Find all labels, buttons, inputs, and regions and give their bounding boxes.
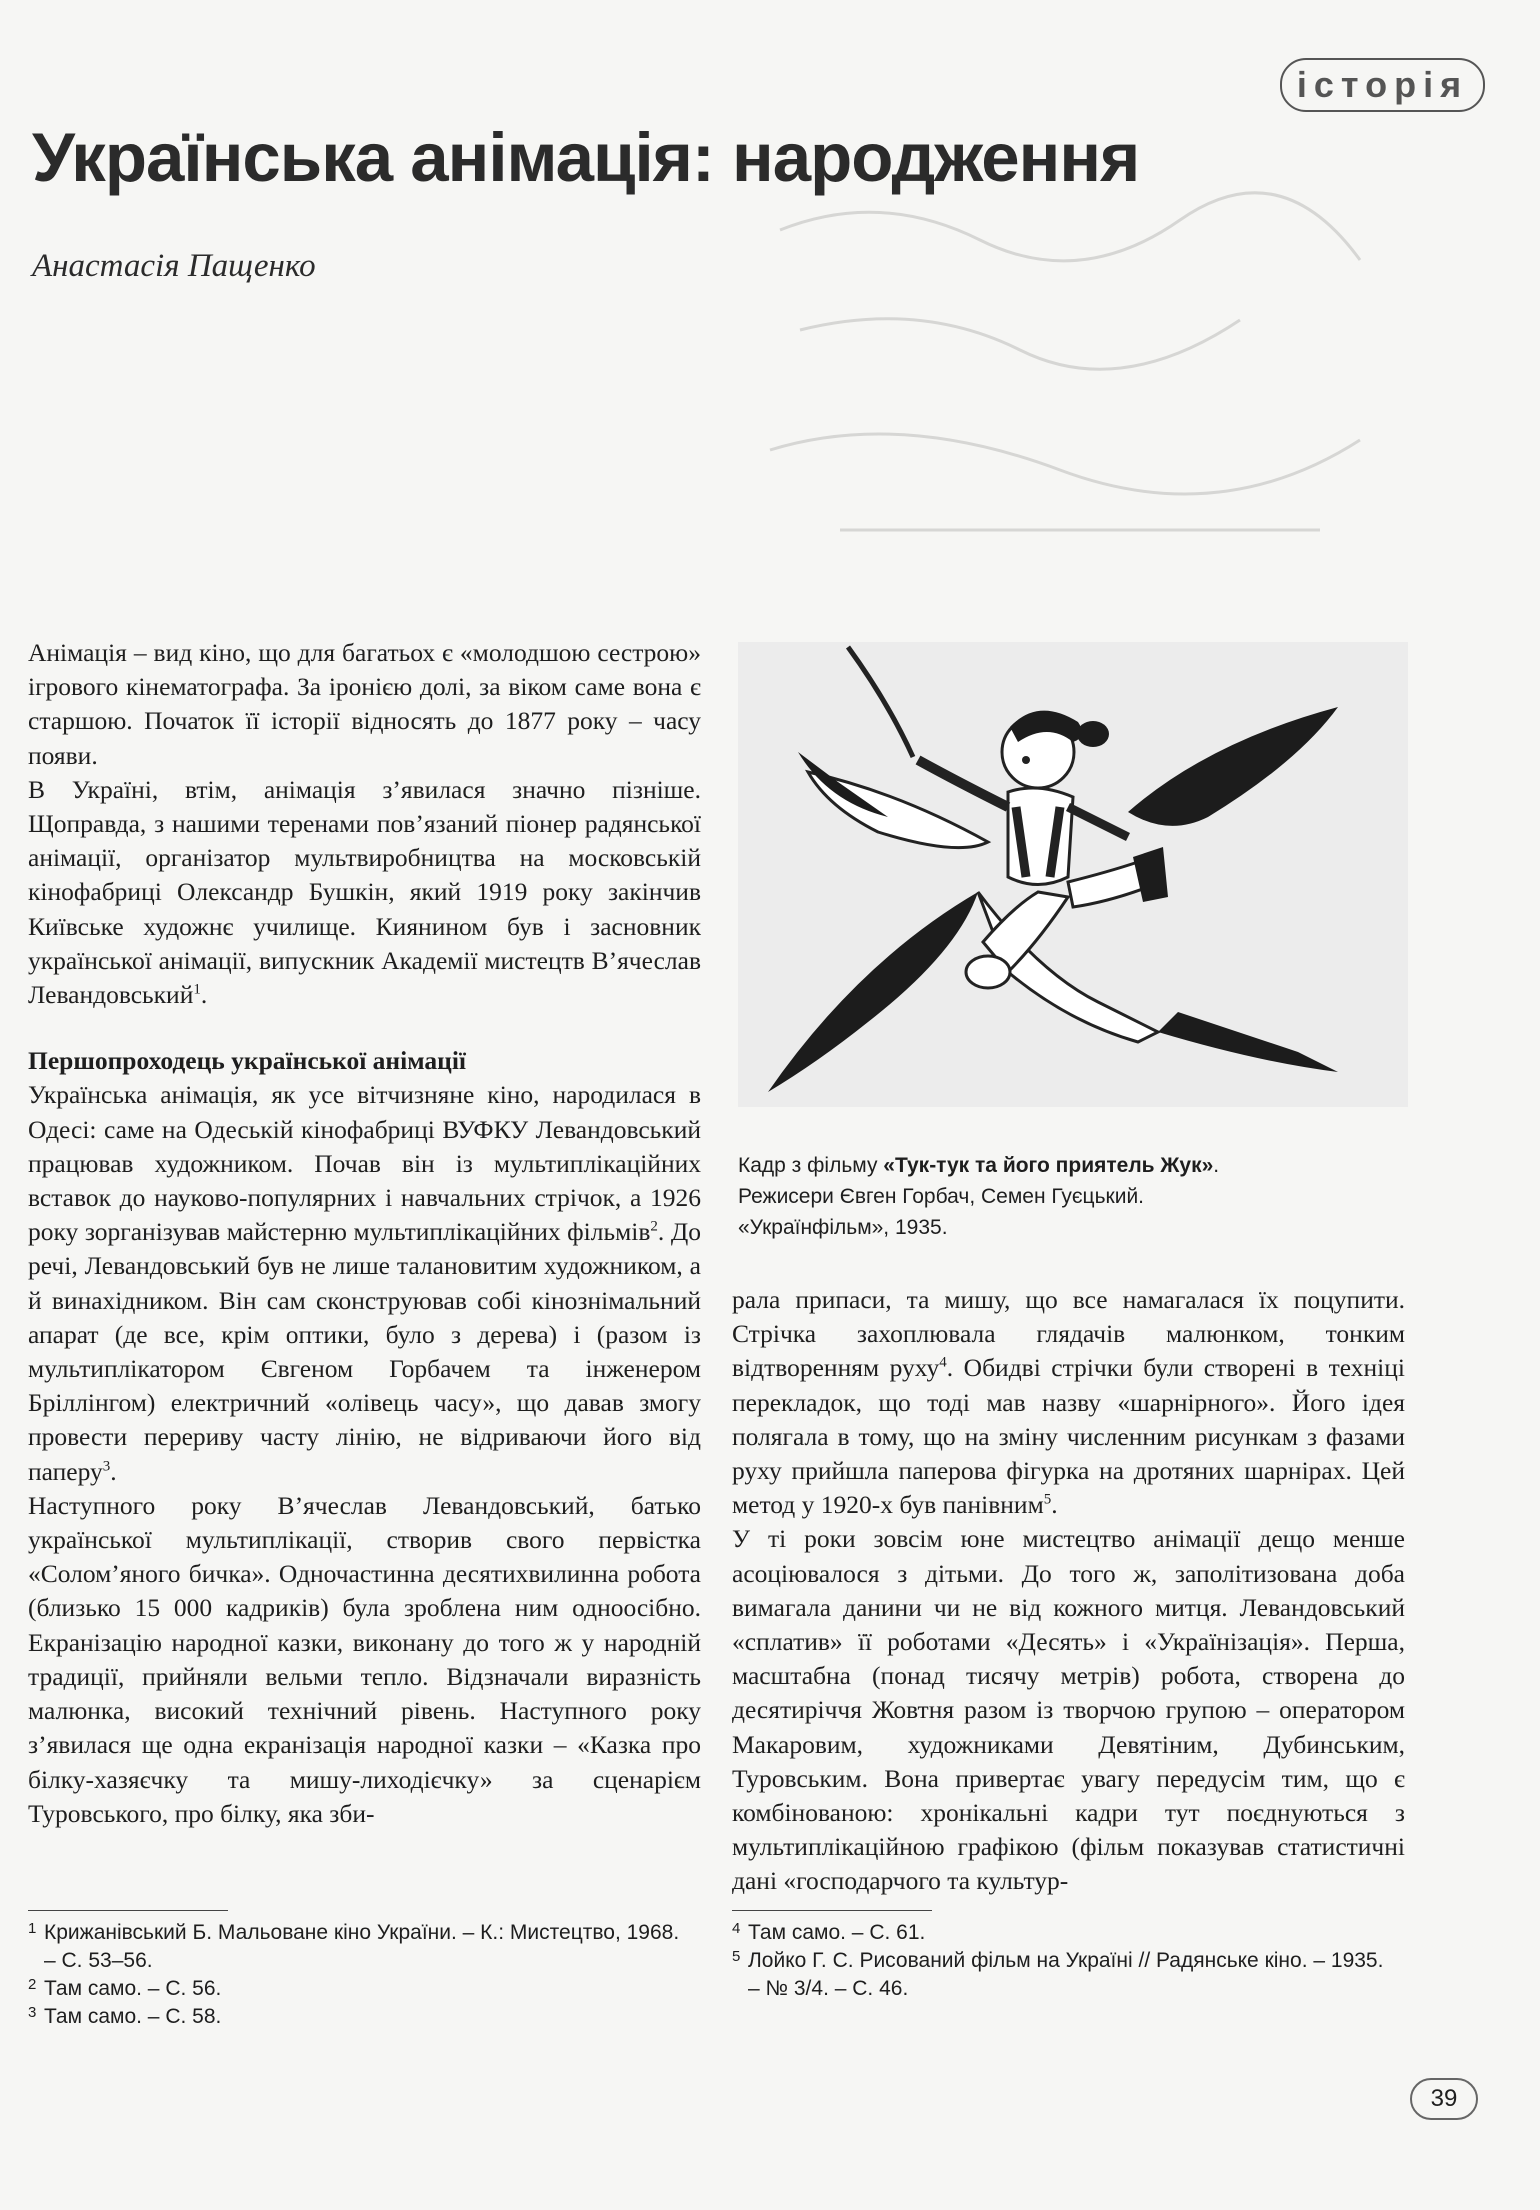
footnote-ref: 4	[939, 1354, 947, 1371]
right-column	[732, 1283, 1405, 1899]
section-label: історія	[1296, 64, 1469, 105]
boy-riding-birds-illustration	[738, 642, 1408, 1107]
caption-studio: «Українфільм», 1935.	[738, 1216, 948, 1239]
film-title: «Тук-тук та його приятель Жук»	[883, 1154, 1214, 1177]
footnote-rule	[28, 1910, 228, 1911]
left-column	[28, 636, 701, 1831]
show-through-texture	[760, 150, 1380, 560]
paragraph: Українська анімація, як усе вітчизняне кіно, народилася в Одесі: саме на Одеській кінофабриці ВУФКУ Левандовський працював художником. Почав він із мультиплікаційних вставок до науково-популярних і навчальних стрічок, а 1926 року зорганізував майстерню мультиплікаційних фільмів$^2$. До речі, Левандовський був не лише талановитим художником, а й винахідником. Він сам сконструював собі кінознімальний апарат (де все, крім оптики, було з дерева) і (разом із мультиплікатором Євгеном Горбачем та інженером Бріллінгом) електричний «олівець часу», що давав змогу провести перериву часту лінію, не відриваючи його від паперу$^3$.	[28, 1080, 701, 1486]
section-heading: Першопроходець української анімації	[28, 1046, 467, 1076]
paragraph: рала припаси, та мишу, що все намагалася їх поцупити. Стрічка захоплювала глядачів малюнком, тонким відтворенням руху$^4$. Обидві стрічки були створені в техніці перекладок, що тоді мав назву «шарнірного». Його ідея полягала в тому, що на зміну численним рисункам з фазами руху прийшла паперова фігурка на дротяних шарнірах. Цей метод у 1920-х був панівним$^5$.	[732, 1285, 1405, 1520]
footnote: 1 Крижанівський Б. Мальоване кіно України. – К.: Мистецтво, 1968. – С. 53–56.	[28, 1920, 680, 1972]
footnote-ref: 3	[102, 1458, 111, 1475]
footnote: 5 Лойко Г. С. Рисований фільм на Україні // Радянське кіно. – 1935. – № 3/4. – С. 46.	[732, 1948, 1384, 2000]
footnote: 4 Там само. – С. 61.	[732, 1920, 926, 1944]
caption-directors: Режисери Євген Горбач, Семен Гуєцький.	[738, 1185, 1145, 1208]
footnote-ref: 1	[193, 981, 201, 998]
page-number: 39	[1410, 2078, 1478, 2120]
footnote: 2 Там само. – С. 56.	[28, 1976, 222, 2000]
paragraph: Наступного року В’ячеслав Левандовський, батько української мультиплікації, створив свого первістка «Солом’яного бичка». Одночастинна десятихвилинна робота (близько 15 000 кадриків) була зроблена ним одноосібно. Екранізацію народної казки, виконану до того ж у народній традиції, прийняли вельми тепло. Відзначали виразність малюнка, високий технічний рівень. Наступного року з’явилася ще одна екранізація народної казки – «Казка про білку-хазяєчку та мишу-лиходієчку» за сценарієм Туровського, про білку, яка зби-	[28, 1490, 701, 1828]
section-tag	[1280, 58, 1485, 112]
article-author: Анастасія Пащенко	[32, 248, 316, 284]
footnote: 3 Там само. – С. 58.	[28, 2004, 222, 2028]
paragraph: В Україні, втім, анімація з’явилася значно пізніше. Щоправда, з нашими теренами пов’язаний піонер радянської анімації, організатор мультвиробництва на московській кінофабриці Олександр Бушкін, який 1919 року закінчив Київське художнє училище. Киянином був і засновник української анімації, випускник Академії мистецтв В’ячеслав Левандовський$^1$.	[28, 774, 701, 1010]
footnotes-right	[732, 1910, 1392, 2003]
footnote-rule	[732, 1910, 932, 1911]
article-title: Українська анімація: народження	[32, 119, 1140, 196]
figure-caption: Кадр з фільму «Тук-тук та його приятель Жук». Режисери Євген Горбач, Семен Гуєцький. «Українфільм», 1935.	[738, 1150, 1408, 1243]
footnote-ref: 2	[650, 1218, 658, 1235]
paragraph: У ті роки зовсім юне мистецтво анімації дещо менше асоціювалося з дітьми. До того ж, заполітизована доба вимагала данини чи не від кожного митця. Левандовський «сплатив» її роботами «Десять» і «Українізація». Перша, масштабна (понад тисячу метрів) робота, створена до десятиріччя Жовтня разом із творчою групою – оператором Макаровим, художниками Девятіним, Дубинським, Туровським. Вона привертає увагу передусім тим, що є комбінованою: хронікальні кадри тут поєднуються з мультиплікаційною графікою (фільм показував статистичні дані «господарчого та культур-	[732, 1524, 1405, 1896]
paragraph: Анімація – вид кіно, що для багатьох є «молодшою сестрою» ігрового кінематографа. За іронією долі, за віком саме вона є старшою. Початок її історії відносять до 1877 року – часу появи.	[28, 638, 701, 770]
footnotes-left	[28, 1910, 688, 2031]
footnote-ref: 5	[1043, 1491, 1052, 1508]
film-still-image	[738, 642, 1408, 1107]
